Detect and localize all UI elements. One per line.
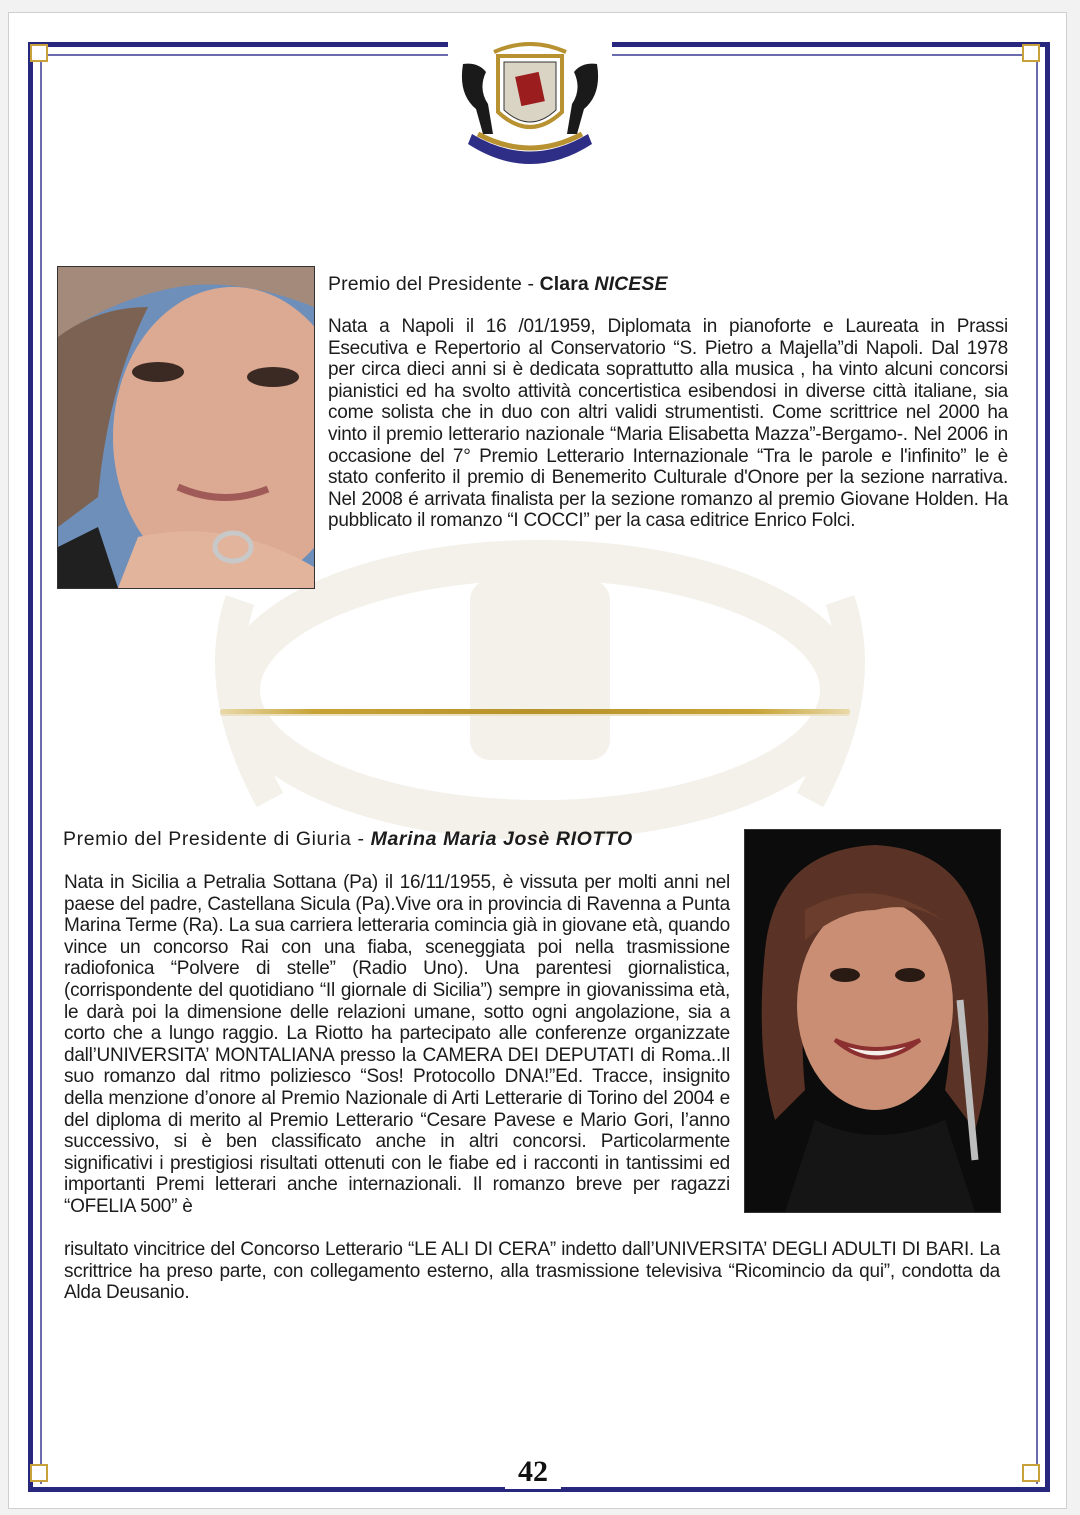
frame-corner-ornament xyxy=(30,44,48,62)
prize-title: Premio del Presidente - xyxy=(328,273,540,295)
biography-marina-riotto-part1: Nata in Sicilia a Petralia Sottana (Pa) il 16/11/1955, è vissuta per molti anni nel paese del padre, Castellana Sicula (Pa).Vive ora in provincia di Ravenna a Punta Marina Terme (Ra). La sua carriera letteraria comincia già in giovane età, quando vince un concorso Rai con una fiaba, sceneggiata poi nella trasmissione radiofonica “Polvere di stelle” (Radio Uno). Una parentesi giornalistica, (corrispondente del quotidiano “Il giornale di Sicilia”) sempre in giovanissima età, le darà poi la dimensione delle relazioni umane, sotto ogni angolazione, sia a corto che a lungo raggio. La Riotto ha partecipato alle conferenze organizzate dall’UNIVERSITA’ MONTALIANA presso la CAMERA DEI DEPUTATI di Roma..Il suo romanzo dal ritmo poliziesco “Sos! Protocollo DNA!”Ed. Tracce, insignito della menzione d’onore al Premio Nazionale di Arti Letterarie di Torino del 2004 e del diploma di merito al Premio Letterario “Cesare Pavese e Mario Gori, l’anno successivo, si è ben classificato anche in altri concorsi. Particolarmente significativi i prestigiosi risultati ottenuti con le fiabe ed i racconti in tantissimi ed importanti Premi letterari anche internazionali. Il romanzo breve per ragazzi “OFELIA 500” è xyxy=(64,872,730,1217)
portrait-photo-clara-nicese xyxy=(57,266,315,589)
biography-clara-nicese: Nata a Napoli il 16 /01/1959, Diplomata in pianoforte e Laureata in Prassi Esecutiva e Repertorio al Conservatorio “S. Pietro a Majella”di Napoli. Dal 1978 per circa dieci anni si è dedicata soprattutto alla musica , ha vinto alcuni concorsi pianistici ed ha svolto attività concertistica esibendosi in diverse città italiane, sia come solista che in duo con altri validi strumentisti. Come scrittrice nel 2000 ha vinto il premio letterario nazionale “Maria Elisabetta Mazza”-Bergamo-. Nel 2006 in occasione del 7° Premio Letterario Internazionale “Tra le parole e l'infinito” le è stato conferito il premio di Benemerito Culturale d'Onore per la sezione narrativa. Nel 2008 é arrivata finalista per la sezione romanzo al premio Giovane Holden. Ha pubblicato il romanzo “I COCCI” per la casa editrice Enrico Folci. xyxy=(328,316,1008,532)
frame-corner-ornament xyxy=(1022,44,1040,62)
page-number: 42 xyxy=(505,1455,561,1489)
entry-heading-marina-riotto xyxy=(63,828,633,850)
prize-title: Premio del Presidente di Giuria - xyxy=(63,828,371,850)
winner-first-name: Clara xyxy=(539,273,589,295)
portrait-photo-marina-riotto xyxy=(744,829,1001,1213)
gold-divider xyxy=(220,709,850,714)
entry-heading-clara-nicese xyxy=(328,273,668,295)
winner-last-name: NICESE xyxy=(594,273,668,295)
frame-corner-ornament xyxy=(1022,1464,1040,1482)
biography-marina-riotto-part2: risultato vincitrice del Concorso Letterario “LE ALI DI CERA” indetto dall’UNIVERSITA’ DEGLI ADULTI DI BARI. La scrittrice ha preso parte, con collegamento esterno, alla trasmissione televisiva “Ricomincio da qui”, condotta da Alda Deusanio. xyxy=(64,1239,1000,1304)
winner-name: Marina Maria Josè RIOTTO xyxy=(370,828,633,850)
heraldic-crest-icon xyxy=(448,34,612,172)
frame-corner-ornament xyxy=(30,1464,48,1482)
